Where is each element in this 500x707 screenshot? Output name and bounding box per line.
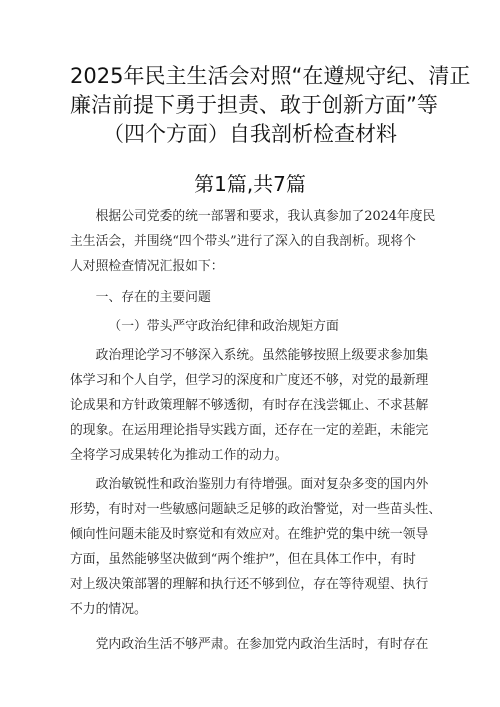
text-line: 的现象。在运用理论指导实践方面，还存在一定的差距，未能完 <box>70 423 429 438</box>
text-line: 倾向性问题未能及时察觉和有效应对。在维护党的集中统一领导 <box>70 527 429 542</box>
document-part-indicator: 第1篇,共7篇 <box>194 172 306 196</box>
title-line: （四个方面）自我剖析检查材料 <box>103 122 397 146</box>
text-line: 形势，有时对一些敏感问题缺乏足够的政治警觉，对一些苗头性、 <box>70 502 442 517</box>
section-heading: 一、存在的主要问题 <box>95 290 211 305</box>
text-line: 方面，虽然能够坚决做到“两个维护”，但在具体工作中，有时 <box>70 552 416 567</box>
text-line: 全将学习成果转化为推动工作的动力。 <box>70 448 288 463</box>
title-line: 2025年民主生活会对照“在遵规守纪、清正 <box>70 64 471 88</box>
text-line: 人对照检查情况汇报如下： <box>70 259 224 274</box>
intro-paragraph <box>70 204 436 279</box>
text-line: 体学习和个人自学，但学习的深度和广度还不够，对党的最新理 <box>70 373 429 388</box>
text-line: 政治理论学习不够深入系统。虽然能够按照上级要求参加集 <box>95 348 429 363</box>
document-title <box>70 62 471 149</box>
subsection-heading: （一）带头严守政治纪律和政治规矩方面 <box>108 319 339 334</box>
text-line: 论成果和方针政策理解不够透彻，有时存在浅尝辄止、不求甚解 <box>70 398 429 413</box>
body-paragraph <box>70 472 442 622</box>
body-paragraph <box>70 632 430 657</box>
text-line: 政治敏锐性和政治鉴别力有待增强。面对复杂多变的国内外 <box>95 477 429 492</box>
document-body <box>70 204 442 657</box>
body-paragraph <box>70 343 430 468</box>
text-line: 主生活会，并围绕“四个带头”进行了深入的自我剖析。现将个 <box>70 234 416 249</box>
text-line: 党内政治生活不够严肃。在参加党内政治生活时，有时存在 <box>95 637 429 652</box>
text-line: 对上级决策部署的理解和执行还不够到位，存在等待观望、执行 <box>70 577 429 592</box>
text-line: 不力的情况。 <box>70 602 147 617</box>
title-line: 廉洁前提下勇于担责、敢于创新方面”等 <box>70 93 438 117</box>
text-line: 根据公司党委的统一部署和要求，我认真参加了2024年度民 <box>95 209 436 224</box>
